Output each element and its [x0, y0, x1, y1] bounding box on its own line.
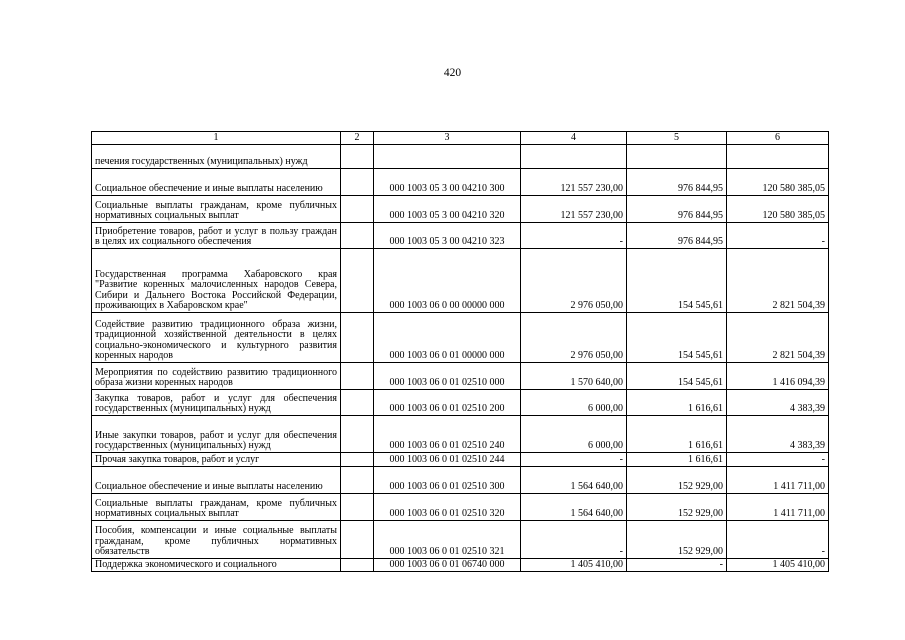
- row-value-6: 1 416 094,39: [727, 363, 829, 390]
- row-col2: [341, 559, 374, 572]
- table-row: [92, 223, 829, 249]
- table-row: [92, 169, 829, 196]
- row-col2: [341, 453, 374, 467]
- row-value-4: -: [521, 521, 627, 559]
- row-value-5: 152 929,00: [627, 467, 727, 494]
- row-col2: [341, 390, 374, 416]
- row-name: Социальные выплаты гражданам, кроме публичных нормативных социальных выплат: [92, 196, 341, 223]
- table-header-row: [92, 132, 829, 145]
- table-row: [92, 313, 829, 363]
- row-name: Социальное обеспечение и иные выплаты населению: [92, 169, 341, 196]
- row-name: Социальное обеспечение и иные выплаты населению: [92, 467, 341, 494]
- row-value-5: 976 844,95: [627, 196, 727, 223]
- row-value-4: -: [521, 453, 627, 467]
- row-value-5: 154 545,61: [627, 313, 727, 363]
- row-code: 000 1003 05 3 00 04210 300: [374, 169, 521, 196]
- table-row: [92, 453, 829, 467]
- row-value-4: 1 564 640,00: [521, 494, 627, 521]
- row-value-5: 154 545,61: [627, 363, 727, 390]
- row-value-6: 1 411 711,00: [727, 494, 829, 521]
- row-code: 000 1003 06 0 01 02510 244: [374, 453, 521, 467]
- row-name: Закупка товаров, работ и услуг для обеспечения государственных (муниципальных) нужд: [92, 390, 341, 416]
- row-col2: [341, 521, 374, 559]
- row-name: Иные закупки товаров, работ и услуг для обеспечения государственных (муниципальных) нужд: [92, 416, 341, 453]
- row-value-5: 976 844,95: [627, 223, 727, 249]
- row-col2: [341, 145, 374, 169]
- row-value-5: 152 929,00: [627, 494, 727, 521]
- row-value-4: 2 976 050,00: [521, 249, 627, 313]
- row-name: Пособия, компенсации и иные социальные выплаты гражданам, кроме публичных нормативных обязательств: [92, 521, 341, 559]
- row-name: Социальные выплаты гражданам, кроме публичных нормативных социальных выплат: [92, 494, 341, 521]
- row-name: Приобретение товаров, работ и услуг в пользу граждан в целях их социального обеспечения: [92, 223, 341, 249]
- row-value-6: [727, 145, 829, 169]
- row-value-4: -: [521, 223, 627, 249]
- row-col2: [341, 494, 374, 521]
- row-value-5: [627, 145, 727, 169]
- row-value-4: 1 570 640,00: [521, 363, 627, 390]
- table-row: [92, 363, 829, 390]
- row-value-6: -: [727, 223, 829, 249]
- row-code: 000 1003 05 3 00 04210 320: [374, 196, 521, 223]
- row-value-4: 6 000,00: [521, 416, 627, 453]
- row-value-4: 1 564 640,00: [521, 467, 627, 494]
- table-row: [92, 494, 829, 521]
- row-code: [374, 145, 521, 169]
- row-name: Поддержка экономического и социального: [92, 559, 341, 572]
- table-row: [92, 521, 829, 559]
- row-code: 000 1003 06 0 01 02510 320: [374, 494, 521, 521]
- table-row: [92, 390, 829, 416]
- row-code: 000 1003 06 0 01 02510 000: [374, 363, 521, 390]
- table-row: [92, 467, 829, 494]
- row-value-6: 4 383,39: [727, 390, 829, 416]
- row-value-6: 120 580 385,05: [727, 169, 829, 196]
- row-value-5: 154 545,61: [627, 249, 727, 313]
- row-value-6: 1 405 410,00: [727, 559, 829, 572]
- row-value-4: 1 405 410,00: [521, 559, 627, 572]
- row-value-4: 121 557 230,00: [521, 169, 627, 196]
- row-name: Государственная программа Хабаровского края "Развитие коренных малочисленных народов Севера, Сибири и Дальнего Востока Российской Федерации, проживающих в Хабаровском крае": [92, 249, 341, 313]
- row-code: 000 1003 06 0 01 06740 000: [374, 559, 521, 572]
- row-value-6: 2 821 504,39: [727, 249, 829, 313]
- table-row: [92, 559, 829, 572]
- header-col-1: 1: [92, 132, 341, 145]
- row-col2: [341, 363, 374, 390]
- row-code: 000 1003 05 3 00 04210 323: [374, 223, 521, 249]
- row-code: 000 1003 06 0 00 00000 000: [374, 249, 521, 313]
- row-value-5: 976 844,95: [627, 169, 727, 196]
- budget-table: [91, 131, 829, 572]
- header-col-6: 6: [727, 132, 829, 145]
- row-col2: [341, 249, 374, 313]
- row-col2: [341, 313, 374, 363]
- header-col-4: 4: [521, 132, 627, 145]
- row-value-6: 120 580 385,05: [727, 196, 829, 223]
- row-name: Прочая закупка товаров, работ и услуг: [92, 453, 341, 467]
- row-col2: [341, 196, 374, 223]
- row-value-5: 1 616,61: [627, 416, 727, 453]
- row-value-4: 121 557 230,00: [521, 196, 627, 223]
- row-value-4: 6 000,00: [521, 390, 627, 416]
- row-col2: [341, 169, 374, 196]
- row-code: 000 1003 06 0 01 00000 000: [374, 313, 521, 363]
- header-col-3: 3: [374, 132, 521, 145]
- row-name: Содействие развитию традиционного образа жизни, традиционной хозяйственной деятельности в целях социально-экономического и культурного развития коренных народов: [92, 313, 341, 363]
- table-row: [92, 196, 829, 223]
- row-value-4: [521, 145, 627, 169]
- header-col-2: 2: [341, 132, 374, 145]
- row-value-4: 2 976 050,00: [521, 313, 627, 363]
- row-code: 000 1003 06 0 01 02510 300: [374, 467, 521, 494]
- row-code: 000 1003 06 0 01 02510 321: [374, 521, 521, 559]
- row-value-6: 4 383,39: [727, 416, 829, 453]
- row-code: 000 1003 06 0 01 02510 240: [374, 416, 521, 453]
- row-code: 000 1003 06 0 01 02510 200: [374, 390, 521, 416]
- row-value-6: 2 821 504,39: [727, 313, 829, 363]
- row-name: печения государственных (муниципальных) нужд: [92, 145, 341, 169]
- row-value-5: 1 616,61: [627, 453, 727, 467]
- row-name: Мероприятия по содействию развитию традиционного образа жизни коренных народов: [92, 363, 341, 390]
- table-row: [92, 416, 829, 453]
- row-col2: [341, 467, 374, 494]
- row-col2: [341, 416, 374, 453]
- row-col2: [341, 223, 374, 249]
- page-number: 420: [443, 67, 462, 79]
- row-value-6: 1 411 711,00: [727, 467, 829, 494]
- row-value-5: 1 616,61: [627, 390, 727, 416]
- table-row: [92, 145, 829, 169]
- table-row: [92, 249, 829, 313]
- row-value-6: -: [727, 521, 829, 559]
- header-col-5: 5: [627, 132, 727, 145]
- row-value-6: -: [727, 453, 829, 467]
- row-value-5: 152 929,00: [627, 521, 727, 559]
- row-value-5: -: [627, 559, 727, 572]
